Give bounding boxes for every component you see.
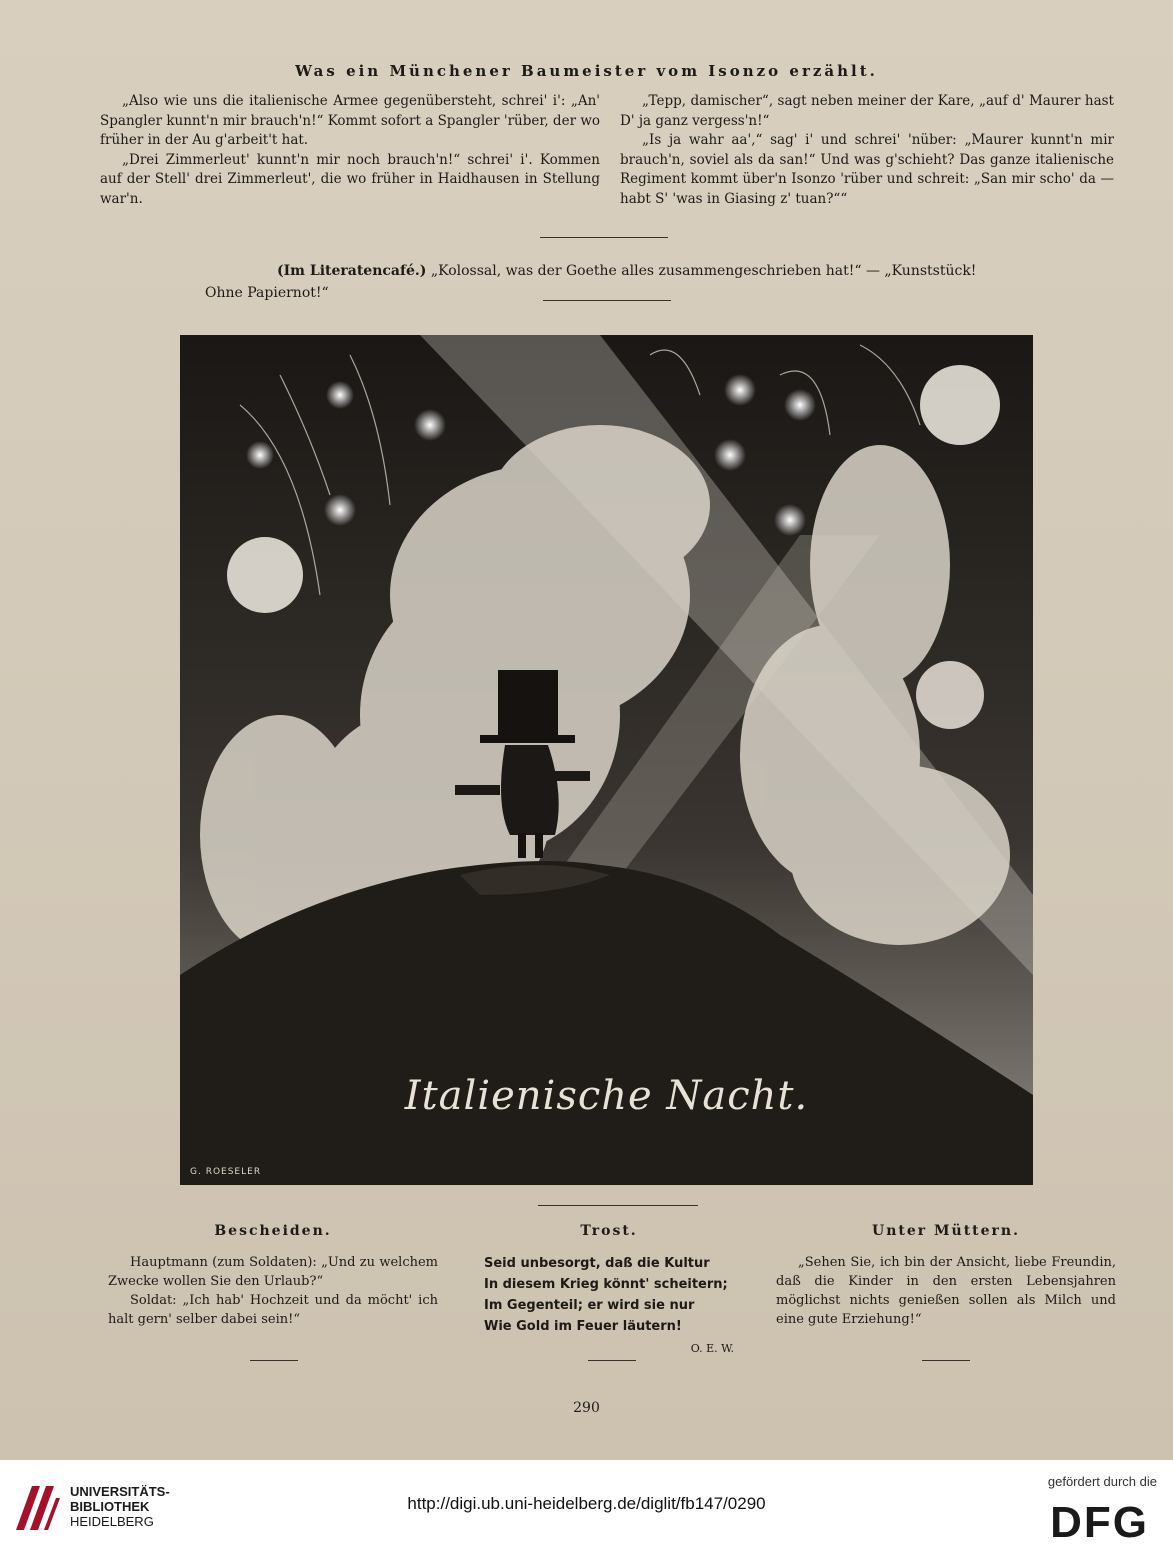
- artist-signature: G. ROESELER: [190, 1167, 262, 1177]
- section-title: Unter Müttern.: [872, 1223, 1020, 1239]
- story-left-column: [100, 92, 600, 209]
- column-bescheiden: [108, 1222, 438, 1329]
- divider: [538, 1205, 698, 1206]
- section-title: Trost.: [580, 1223, 638, 1239]
- illustration-caption: Italienische Nacht.: [404, 1073, 809, 1119]
- anecdote: [205, 260, 1010, 304]
- story-paragraph: „Also wie uns die italienische Armee gegenübersteht, schrei' i': „An' Spangler kunnt'n mir brauch'n!“ Kommt sofort a Spangler 'rüber, der wo früher in der Au g'arbeit't hat.: [100, 93, 600, 148]
- verse-line: In diesem Krieg könnt' scheitern;: [484, 1277, 728, 1292]
- illustration-drawing: [180, 335, 1033, 1185]
- anecdote-lead: (Im Literatencafé.): [277, 263, 427, 279]
- divider: [540, 237, 668, 238]
- story-paragraph: „Drei Zimmerleut' kunnt'n mir noch brauch'n!“ schrei' i'. Kommen auf der Stell' drei Zimmerleut', die wo früher in Haidhausen in Stellung war'n.: [100, 151, 600, 207]
- column-muettern: [776, 1222, 1116, 1329]
- story-paragraph: „Tepp, damischer“, sagt neben meiner der Kare, „auf d' Maurer hast D' ja ganz vergess'n!“: [620, 93, 1114, 129]
- author-initials: O. E. W.: [690, 1342, 734, 1355]
- document-url-link[interactable]: http://digi.ub.uni-heidelberg.de/diglit/fb147/0290: [407, 1494, 766, 1513]
- anecdote-text: „Kolossal, was der Goethe alles zusammengeschrieben hat!“ — „Kunststück!: [430, 263, 977, 279]
- divider: [543, 300, 671, 301]
- story-right-column: [620, 92, 1114, 209]
- body-text: „Sehen Sie, ich bin der Ansicht, liebe Freundin, daß die Kinder in den ersten Lebensjahren möglichst nichts genießen sollen als Milch und eine gute Erziehung!“: [776, 1255, 1116, 1327]
- section-title: Bescheiden.: [214, 1223, 332, 1239]
- column-trost: [484, 1222, 734, 1358]
- story-paragraph: „Is ja wahr aa',“ sag' i' und schrei' 'nüber: „Maurer kunnt'n mir brauch'n, soviel als da san!“ Und was g'schieht? Das ganze italienische Regiment kommt über'n Isonzo 'rüber und schreit: „San mir scho' da — habt S' 'was in Giasing z' tuan?““: [620, 132, 1114, 207]
- illustration: [180, 335, 1033, 1185]
- divider: [588, 1360, 636, 1361]
- divider: [922, 1360, 970, 1361]
- dialogue-line: Hauptmann (zum Soldaten): „Und zu welchem Zwecke wollen Sie den Urlaub?“: [108, 1255, 438, 1289]
- verse-line: Seid unbesorgt, daß die Kultur: [484, 1256, 710, 1271]
- university-library-name: UNIVERSITÄTS- BIBLIOTHEK HEIDELBERG: [70, 1484, 170, 1529]
- verse-line: Im Gegenteil; er wird sie nur: [484, 1298, 695, 1313]
- story-heading: Was ein Münchener Baumeister vom Isonzo erzählt.: [295, 62, 878, 80]
- footer-bar: [0, 1460, 1173, 1558]
- page-number: 290: [573, 1400, 600, 1416]
- verse-line: Wie Gold im Feuer läutern!: [484, 1319, 682, 1334]
- dfg-logo: DFG: [1050, 1498, 1149, 1547]
- funding-note: gefördert durch die: [1047, 1474, 1157, 1489]
- anecdote-text-end: Ohne Papiernot!“: [205, 285, 329, 301]
- dialogue-line: Soldat: „Ich hab' Hochzeit und da möcht' ich halt gern' selber dabei sein!“: [108, 1293, 438, 1327]
- divider: [250, 1360, 298, 1361]
